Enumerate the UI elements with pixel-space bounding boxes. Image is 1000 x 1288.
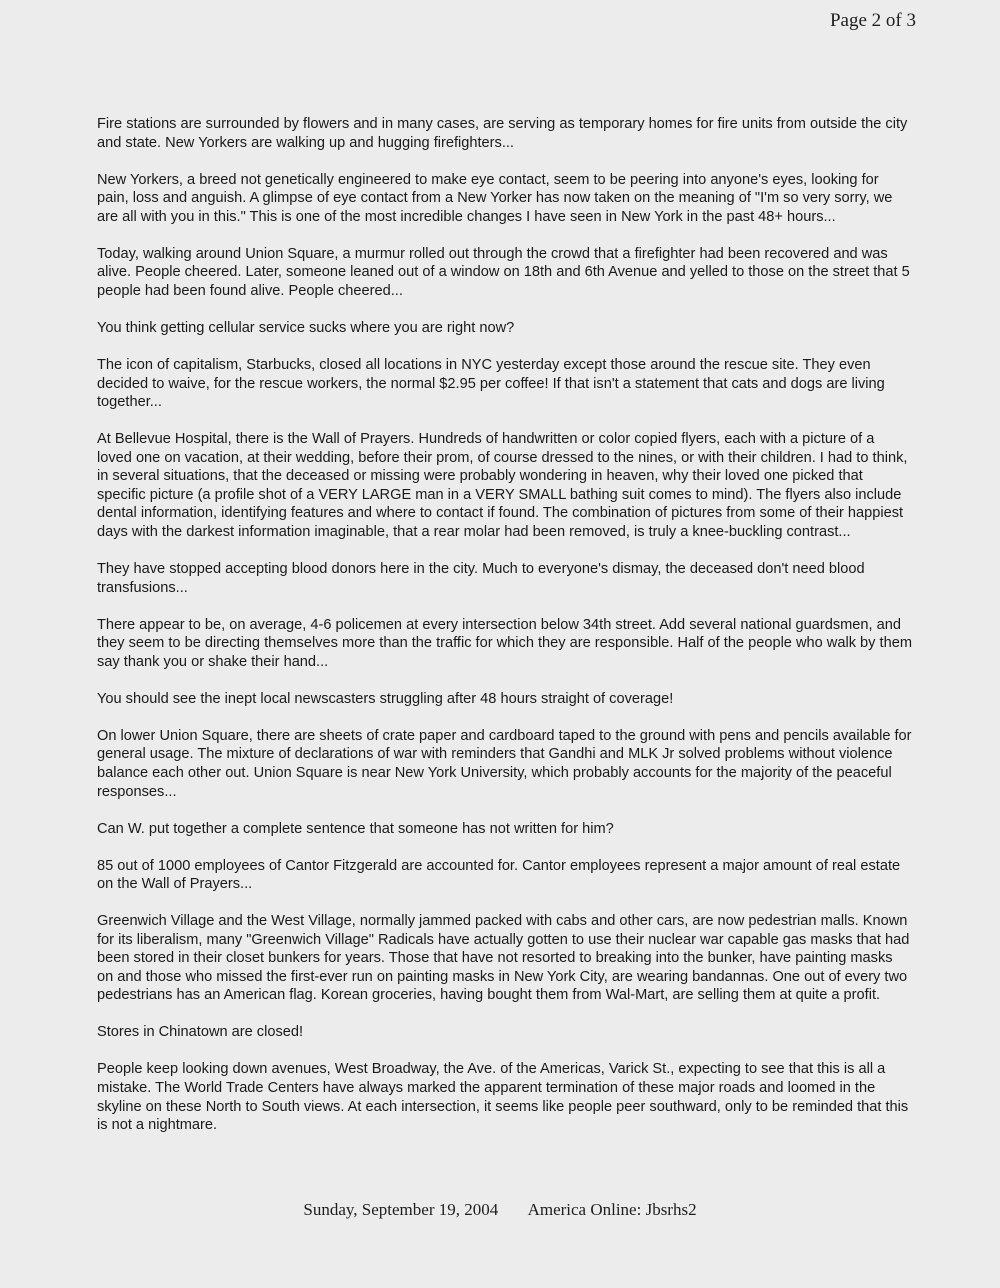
paragraph-starbucks: The icon of capitalism, Starbucks, closed all locations in NYC yesterday except those around the rescue site. They even decided to waive, for the rescue workers, the normal $2.95 per coffee! If that isn't a statement that cats and dogs are living together... bbox=[97, 356, 885, 411]
paragraph-complete-sentence: Can W. put together a complete sentence that someone has not written for him? bbox=[97, 820, 614, 837]
body-text bbox=[97, 115, 912, 1153]
paragraph-policemen: There appear to be, on average, 4-6 policemen at every intersection below 34th street. Add several national guardsmen, and they seem to be directing themselves more than the traffic for which they are responsible. Half of the people who walk by them say thank you or shake their hand... bbox=[97, 616, 912, 670]
paragraph-chinatown: Stores in Chinatown are closed! bbox=[97, 1024, 304, 1041]
paragraph-greenwich-village: Greenwich Village and the West Village, normally jammed packed with cabs and other cars, are now pedestrian malls. Known for its liberalism, many "Greenwich Village" Radicals have actually gotten to use their nuclear war capable gas masks that had been stored in their closet bunkers for years. Those that have not resorted to breaking into the bunker, have painting masks on and those who missed the first-ever run on painting masks in New York City, are wearing bandannas. One out of every two pedestrians has an American flag. Korean groceries, having bought them from Wal-Mart, are selling them at quite a profit. bbox=[97, 913, 910, 1004]
page-number: Page 2 of 3 bbox=[829, 10, 916, 31]
paragraph-blood-donors: They have stopped accepting blood donors here in the city. Much to everyone's dismay, the deceased don't need blood transfusions... bbox=[97, 561, 865, 596]
paragraph-crate-paper: On lower Union Square, there are sheets of crate paper and cardboard taped to the ground with pens and pencils available for general usage. The mixture of declarations of war with reminders that Gandhi and MLK Jr solved problems without violence balance each other out. Union Square is near New York University, which probably accounts for the majority of the peaceful responses... bbox=[97, 727, 912, 800]
paragraph-newscasters: You should see the inept local newscasters struggling after 48 hours straight of coverage! bbox=[97, 690, 674, 707]
footer-date: Sunday, September 19, 2004 bbox=[303, 1200, 499, 1219]
paragraph-wall-of-prayers: At Bellevue Hospital, there is the Wall of Prayers. Hundreds of handwritten or color copied flyers, each with a picture of a loved one on vacation, at their wedding, before their prom, of course dressed to the nines, or with their children. I had to think, in several situations, that the deceased or missing were probably wondering in heaven, why their loved one picked that specific picture (a profile shot of a VERY LARGE man in a VERY SMALL bathing suit comes to mind). The flyers also include dental information, identifying features and where to contact if found. The combination of pictures from some of their happiest days with the darkest information imaginable, that a rear molar had been removed, is truly a knee-buckling contrast... bbox=[97, 431, 908, 541]
paragraph-union-square-murmur: Today, walking around Union Square, a murmur rolled out through the crowd that a firefighter had been recovered and was alive. People cheered. Later, someone leaned out of a window on 18th and 6th Avenue and yelled to those on the street that 5 people had been found alive. People cheered... bbox=[97, 245, 910, 299]
paragraph-cantor-fitzgerald: 85 out of 1000 employees of Cantor Fitzgerald are accounted for. Cantor employees represent a major amount of real estate on the Wall of Prayers... bbox=[97, 857, 901, 893]
paragraph-eye-contact: New Yorkers, a breed not genetically engineered to make eye contact, seem to be peering into anyone's eyes, looking for pain, loss and anguish. A glimpse of eye contact from a New Yorker has now taken on the meaning of "I'm so very sorry, we are all with you in this." This is one of the most incredible changes I have seen in New York in the past 48+ hours... bbox=[97, 171, 893, 225]
paragraph-fire-stations: Fire stations are surrounded by flowers and in many cases, are serving as temporary homes for fire units from outside the city and state. New Yorkers are walking up and hugging firefighters... bbox=[97, 116, 908, 151]
paragraph-avenues: People keep looking down avenues, West Broadway, the Ave. of the Americas, Varick St., expecting to see that this is all a mistake. The World Trade Centers have always marked the apparent termination of these major roads and loomed in the skyline on these North to South views. At each intersection, it seems like people peer southward, only to be reminded that this is not a nightmare. bbox=[97, 1061, 909, 1134]
footer-source: America Online: Jbsrhs2 bbox=[527, 1200, 697, 1219]
page-footer bbox=[0, 1200, 1000, 1220]
paragraph-cellular-service: You think getting cellular service sucks where you are right now? bbox=[97, 319, 515, 336]
